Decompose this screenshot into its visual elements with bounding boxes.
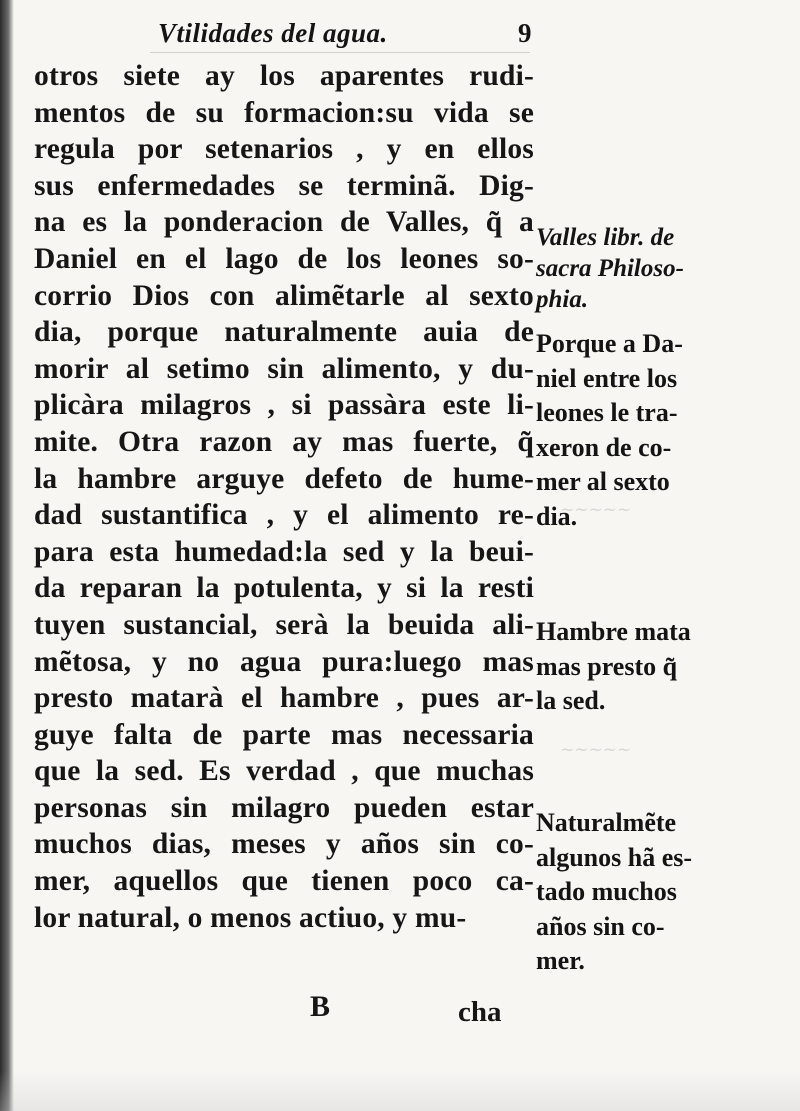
text-line: da reparan la potulenta, y si la resti xyxy=(34,572,534,605)
text-line: dad sustantifica , y el alimento re- xyxy=(34,499,534,532)
text-line: mẽtosa, y no agua pura:luego mas xyxy=(34,645,534,678)
margin-line: años sin co- xyxy=(536,911,665,941)
margin-line: la sed. xyxy=(536,686,606,715)
text-line: na es la ponderacion de Valles, q̃ a xyxy=(34,206,534,239)
text-line: guye falta de parte mas necessaria xyxy=(34,718,534,751)
margin-note-hambre xyxy=(536,615,736,719)
margin-line: tado muchos xyxy=(536,877,677,906)
margin-line: leones le tra- xyxy=(536,398,678,427)
gutter-shadow xyxy=(0,0,14,1111)
text-line: regula por setenarios , y en ellos xyxy=(34,133,534,166)
page-number: 9 xyxy=(518,18,532,48)
margin-line: xeron de co- xyxy=(536,432,672,462)
text-line: muchos dias, meses y años sin co- xyxy=(34,828,534,861)
text-line: la hambre arguye defeto de hume- xyxy=(34,462,534,495)
margin-line: Porque a Da- xyxy=(536,329,683,358)
text-line: mentos de su formacion:su vida se xyxy=(34,96,534,129)
margin-line: Hambre mata xyxy=(536,617,691,646)
margin-line: phia. xyxy=(536,286,589,313)
text-line: dia, porque naturalmente auia de xyxy=(34,316,534,349)
text-line: lor natural, o menos actiuo, y mu- xyxy=(34,901,467,934)
margin-note-natural xyxy=(536,806,736,979)
header-rule xyxy=(150,52,530,53)
catchword: cha xyxy=(458,996,502,1028)
text-line: morir al setimo sin alimento, y du- xyxy=(34,352,534,385)
text-line: personas sin milagro pueden estar xyxy=(34,791,534,824)
margin-note-daniel xyxy=(536,327,736,534)
text-line: para esta humedad:la sed y la beui- xyxy=(34,535,534,568)
text-line: tuyen sustancial, serà la beuida ali- xyxy=(34,608,534,641)
scan-shadow xyxy=(0,1071,800,1111)
show-through: ~~~~~ xyxy=(560,740,632,760)
margin-line: dia. xyxy=(536,501,578,531)
margin-line: mer. xyxy=(536,946,585,975)
margin-line: mer al sexto xyxy=(536,467,670,496)
margin-line: Valles libr. de xyxy=(536,224,675,251)
text-line: mite. Otra razon ay mas fuerte, q̃ xyxy=(34,425,534,458)
margin-line: algunos hã es- xyxy=(536,842,693,872)
running-title: Vtilidades del agua. xyxy=(158,18,388,48)
margin-line: sacra Philoso- xyxy=(536,255,684,282)
text-line: que la sed. Es verdad , que muchas xyxy=(34,755,534,788)
show-through: ~~~~~ xyxy=(560,500,632,520)
text-line: Daniel en el lago de los leones so- xyxy=(34,242,534,275)
margin-line: mas presto q̃ xyxy=(536,651,678,681)
text-line: corrio Dios con alimẽtarle al sexto xyxy=(34,279,534,312)
text-line: presto matarà el hambre , pues ar- xyxy=(34,682,534,715)
signature-mark: B xyxy=(310,990,331,1023)
text-line: mer, aquellos que tienen poco ca- xyxy=(34,865,534,898)
margin-citation xyxy=(536,222,736,315)
main-text-block xyxy=(34,58,534,936)
text-line: sus enfermedades se terminã. Dig- xyxy=(34,169,534,202)
text-line: plicàra milagros , si passàra este li- xyxy=(34,389,534,422)
margin-line: niel entre los xyxy=(536,363,678,393)
text-line: otros siete ay los aparentes rudi- xyxy=(34,60,534,92)
margin-line: Naturalmẽte xyxy=(536,808,677,837)
